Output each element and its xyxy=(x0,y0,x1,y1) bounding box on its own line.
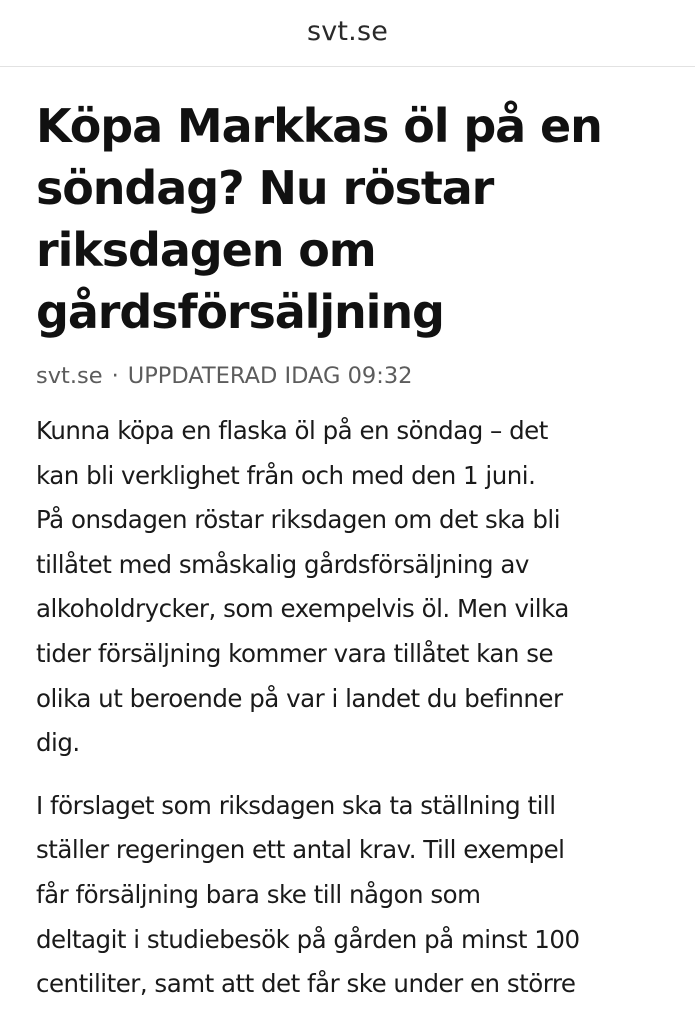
paragraph-line: får försäljning bara ske till någon som xyxy=(36,879,481,909)
site-domain[interactable]: svt.se xyxy=(306,15,389,47)
article-meta xyxy=(36,363,659,389)
article-paragraph-2 xyxy=(36,784,659,1007)
paragraph-line: dig. xyxy=(36,728,80,758)
paragraph-line: På onsdagen röstar riksdagen om det ska bli xyxy=(36,505,561,535)
paragraph-line: I förslaget som riksdagen ska ta ställning till xyxy=(36,790,556,820)
article-paragraph-1 xyxy=(36,409,659,766)
article-source[interactable]: svt.se xyxy=(36,363,103,389)
paragraph-line: tillåtet med småskalig gårdsförsäljning av xyxy=(36,549,529,579)
paragraph-line: alkoholdrycker, som exempelvis öl. Men vilka xyxy=(36,594,569,624)
article-updated-time: UPPDATERAD IDAG 09:32 xyxy=(127,363,413,389)
paragraph-line: kan bli verklighet från och med den 1 juni. xyxy=(36,460,536,490)
article xyxy=(0,95,695,1007)
paragraph-line: tider försäljning kommer vara tillåtet kan se xyxy=(36,638,554,668)
top-bar xyxy=(0,0,695,67)
meta-separator: · xyxy=(111,363,119,389)
article-headline: Köpa Markkas öl på en söndag? Nu röstar riksdagen om gårdsförsäljning xyxy=(36,99,602,339)
paragraph-line: Kunna köpa en flaska öl på en söndag – det xyxy=(36,416,548,445)
paragraph-line: olika ut beroende på var i landet du befinner xyxy=(36,683,563,713)
paragraph-line: centiliter, samt att det får ske under en större xyxy=(36,969,576,999)
paragraph-line: ställer regeringen ett antal krav. Till exempel xyxy=(36,835,565,865)
paragraph-line: deltagit i studiebesök på gården på minst 100 xyxy=(36,924,580,954)
